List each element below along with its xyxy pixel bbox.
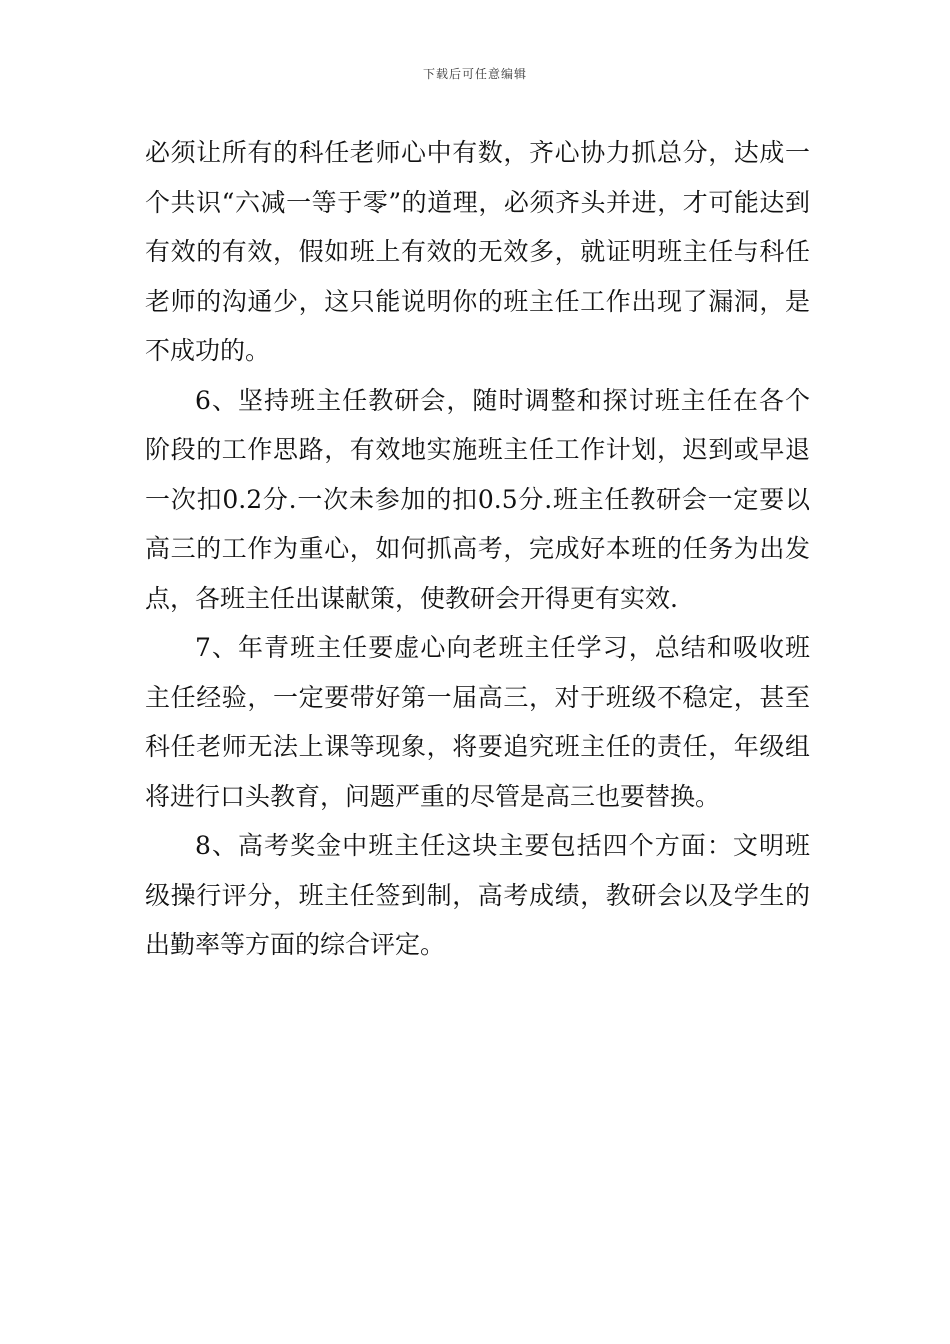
document-body [145, 128, 810, 970]
paragraph-continued: 必须让所有的科任老师心中有数，齐心协力抓总分，达成一个共识“六减一等于零”的道理，必须齐头并进，才可能达到有效的有效，假如班上有效的无效多，就证明班主任与科任老师的沟通少，这只能说明你的班主任工作出现了漏洞，是不成功的。 [145, 138, 810, 365]
page-header: 下载后可任意编辑 [422, 67, 527, 81]
paragraph-item-6: 6、坚持班主任教研会，随时调整和探讨班主任在各个阶段的工作思路，有效地实施班主任工作计划，迟到或早退一次扣0.2分.一次未参加的扣0.5分.班主任教研会一定要以高三的工作为重心，如何抓高考，完成好本班的任务为出发点，各班主任出谋献策，使教研会开得更有实效. [145, 385, 810, 613]
paragraph-item-8: 8、高考奖金中班主任这块主要包括四个方面：文明班级操行评分，班主任签到制，高考成绩，教研会以及学生的出勤率等方面的综合评定。 [145, 831, 810, 959]
paragraph-item-7: 7、年青班主任要虚心向老班主任学习，总结和吸收班主任经验，一定要带好第一届高三，对于班级不稳定，甚至科任老师无法上课等现象，将要追究班主任的责任，年级组将进行口头教育，问题严重的尽管是高三也要替换。 [145, 633, 810, 811]
